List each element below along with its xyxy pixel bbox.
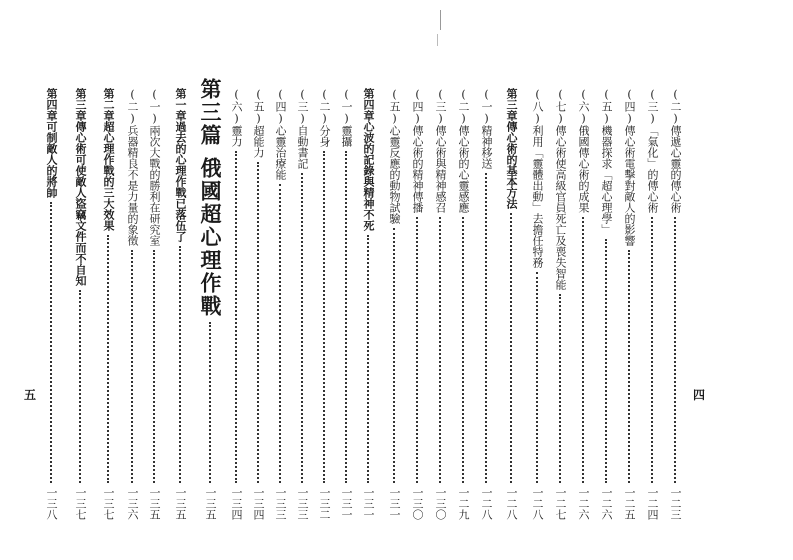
entry-title: 心靈反應的動物試驗 bbox=[388, 125, 401, 224]
toc-entry bbox=[295, 88, 309, 520]
dot-leader bbox=[439, 217, 441, 483]
toc-entry bbox=[125, 88, 139, 520]
dot-leader bbox=[235, 151, 237, 483]
toc-entry bbox=[599, 88, 613, 520]
dot-leader bbox=[50, 202, 52, 483]
part-title: 俄國超心理作戰 bbox=[198, 157, 223, 318]
entry-label: (五) bbox=[388, 88, 401, 125]
toc-chapter-entry bbox=[173, 88, 187, 520]
entry-title: 俄國傳心術的成果 bbox=[577, 125, 590, 213]
toc-entry bbox=[433, 88, 447, 520]
entry-page-number: 一二七 bbox=[554, 487, 567, 520]
entry-label: (六) bbox=[577, 88, 590, 125]
entry-label: (五) bbox=[600, 88, 613, 125]
entry-page-number: 一三三 bbox=[274, 487, 287, 520]
toc-entry bbox=[229, 88, 243, 520]
entry-page-number: 一三七 bbox=[102, 487, 115, 520]
dot-leader bbox=[485, 173, 487, 483]
toc-entry bbox=[273, 88, 287, 520]
entry-label: (五) bbox=[252, 88, 265, 125]
entry-label: (四) bbox=[274, 88, 287, 125]
dot-leader bbox=[79, 290, 81, 483]
dot-leader bbox=[323, 151, 325, 483]
entry-title: 傳心術的心靈感應 bbox=[457, 125, 470, 213]
entry-label: (二) bbox=[126, 88, 139, 125]
entry-page-number: 一三五 bbox=[204, 487, 217, 520]
chapter-title: 過去的心理作戰已落伍了 bbox=[174, 121, 187, 242]
entry-label: (一) bbox=[148, 88, 161, 125]
entry-title: 傳遞心靈的傳心術 bbox=[669, 125, 682, 213]
entry-label: (四) bbox=[411, 88, 424, 125]
entry-label: (七) bbox=[554, 88, 567, 125]
entry-label: (一) bbox=[340, 88, 353, 125]
dot-leader bbox=[179, 246, 181, 483]
entry-page-number: 一三一 bbox=[362, 487, 375, 520]
dot-leader bbox=[131, 250, 133, 483]
chapter-label: 第四章 bbox=[45, 88, 58, 121]
entry-label: (二) bbox=[669, 88, 682, 125]
toc-entry bbox=[410, 88, 424, 520]
toc-entry bbox=[530, 88, 544, 520]
entry-page-number: 一三四 bbox=[230, 487, 243, 520]
chapter-label: 第三章 bbox=[505, 88, 518, 121]
toc-entry bbox=[553, 88, 567, 520]
entry-page-number: 一三三 bbox=[296, 487, 309, 520]
entry-label: (三) bbox=[646, 88, 659, 125]
dot-leader bbox=[651, 217, 653, 483]
entry-title: 超能力 bbox=[252, 125, 265, 158]
entry-page-number: 一二三 bbox=[669, 487, 682, 520]
part-heading bbox=[198, 78, 222, 520]
entry-page-number: 一三六 bbox=[126, 487, 139, 520]
entry-title: 「氣化」的傳心術 bbox=[646, 125, 659, 213]
dot-leader bbox=[153, 250, 155, 483]
entry-title: 傳心術電擊對敵人的影響 bbox=[623, 125, 636, 246]
entry-title: 利用「靈體出動」去擔任特務 bbox=[531, 125, 544, 268]
dot-leader bbox=[628, 250, 630, 483]
entry-title: 分身 bbox=[318, 125, 331, 147]
toc-chapter-entry bbox=[504, 88, 518, 520]
dot-leader bbox=[510, 213, 512, 483]
toc-chapter-entry bbox=[44, 88, 58, 520]
dot-leader bbox=[462, 217, 464, 483]
entry-title: 心靈治療能 bbox=[274, 125, 287, 180]
entry-label: (二) bbox=[318, 88, 331, 125]
dot-leader bbox=[345, 151, 347, 483]
entry-label: (六) bbox=[230, 88, 243, 125]
toc-chapter-entry bbox=[73, 88, 87, 520]
toc-entry bbox=[147, 88, 161, 520]
entry-label: (三) bbox=[434, 88, 447, 125]
toc-entry bbox=[645, 88, 659, 520]
dot-leader bbox=[301, 173, 303, 483]
entry-page-number: 一二八 bbox=[505, 487, 518, 520]
entry-page-number: 一三八 bbox=[45, 487, 58, 520]
entry-page-number: 一二六 bbox=[577, 487, 590, 520]
entry-title: 傳心術與精神感召 bbox=[434, 125, 447, 213]
toc-entry bbox=[576, 88, 590, 520]
toc-chapter-entry bbox=[101, 88, 115, 520]
chapter-label: 第四章 bbox=[362, 88, 375, 121]
entry-title: 兩次大戰的勝利在研究室 bbox=[148, 125, 161, 246]
entry-label: (八) bbox=[531, 88, 544, 125]
chapter-label: 第一章 bbox=[174, 88, 187, 121]
toc-entry bbox=[339, 88, 353, 520]
chapter-title: 傳心術可使敵人盜竊文件而不自知 bbox=[74, 121, 87, 286]
entry-page-number: 一二五 bbox=[623, 487, 636, 520]
entry-page-number: 一三一 bbox=[388, 487, 401, 520]
entry-title: 機器探求「超心理學」 bbox=[600, 125, 613, 235]
toc-entry bbox=[479, 88, 493, 520]
toc-entry bbox=[668, 88, 682, 520]
entry-page-number: 一三五 bbox=[174, 487, 187, 520]
chapter-title: 心波的記錄與精神不死 bbox=[362, 121, 375, 231]
dot-leader bbox=[279, 184, 281, 483]
entry-page-number: 一二九 bbox=[457, 487, 470, 520]
gutter-mark bbox=[440, 10, 445, 30]
toc-entry bbox=[251, 88, 265, 520]
dot-leader bbox=[536, 272, 538, 483]
dot-leader bbox=[257, 162, 259, 483]
entry-page-number: 一二四 bbox=[646, 487, 659, 520]
toc-entry bbox=[387, 88, 401, 520]
dot-leader bbox=[416, 217, 418, 483]
entry-page-number: 一三一 bbox=[340, 487, 353, 520]
toc-chapter-entry bbox=[361, 88, 375, 520]
entry-title: 精神移送 bbox=[480, 125, 493, 169]
dot-leader bbox=[393, 228, 395, 483]
chapter-label: 第二章 bbox=[102, 88, 115, 121]
page-folio-left: 五 bbox=[24, 388, 37, 402]
part-label: 第三篇 bbox=[198, 78, 223, 147]
chapter-title: 傳心術的基本方法 bbox=[505, 121, 518, 209]
chapter-title: 超心理作戰的三大效果 bbox=[102, 121, 115, 231]
entry-page-number: 一三七 bbox=[74, 487, 87, 520]
entry-title: 靈力 bbox=[230, 125, 243, 147]
entry-page-number: 一三四 bbox=[252, 487, 265, 520]
dot-leader bbox=[605, 239, 607, 483]
entry-page-number: 一三〇 bbox=[434, 487, 447, 520]
page-folio-right: 四 bbox=[693, 388, 706, 402]
entry-title: 靈攝 bbox=[340, 125, 353, 147]
entry-page-number: 一三二 bbox=[318, 487, 331, 520]
entry-label: (四) bbox=[623, 88, 636, 125]
entry-page-number: 一三五 bbox=[148, 487, 161, 520]
toc-entry bbox=[456, 88, 470, 520]
dot-leader bbox=[209, 322, 211, 483]
entry-title: 傳心術的精神傳播 bbox=[411, 125, 424, 213]
toc-entry bbox=[317, 88, 331, 520]
dot-leader bbox=[367, 235, 369, 483]
entry-title: 傳心術使高級官員死亡及喪失智能 bbox=[554, 125, 567, 290]
dot-leader bbox=[582, 217, 584, 483]
entry-page-number: 一二八 bbox=[480, 487, 493, 520]
entry-title: 自動書記 bbox=[296, 125, 309, 169]
entry-label: (二) bbox=[457, 88, 470, 125]
entry-page-number: 一三〇 bbox=[411, 487, 424, 520]
dot-leader bbox=[559, 294, 561, 483]
gutter-mark bbox=[437, 34, 442, 46]
toc-entry bbox=[622, 88, 636, 520]
entry-label: (三) bbox=[296, 88, 309, 125]
entry-page-number: 一二八 bbox=[531, 487, 544, 520]
chapter-label: 第三章 bbox=[74, 88, 87, 121]
entry-title: 兵器精良不是力量的象徵 bbox=[126, 125, 139, 246]
dot-leader bbox=[674, 217, 676, 483]
entry-label: (一) bbox=[480, 88, 493, 125]
chapter-title: 可制敵人的將帥 bbox=[45, 121, 58, 198]
entry-page-number: 一二六 bbox=[600, 487, 613, 520]
dot-leader bbox=[107, 235, 109, 483]
